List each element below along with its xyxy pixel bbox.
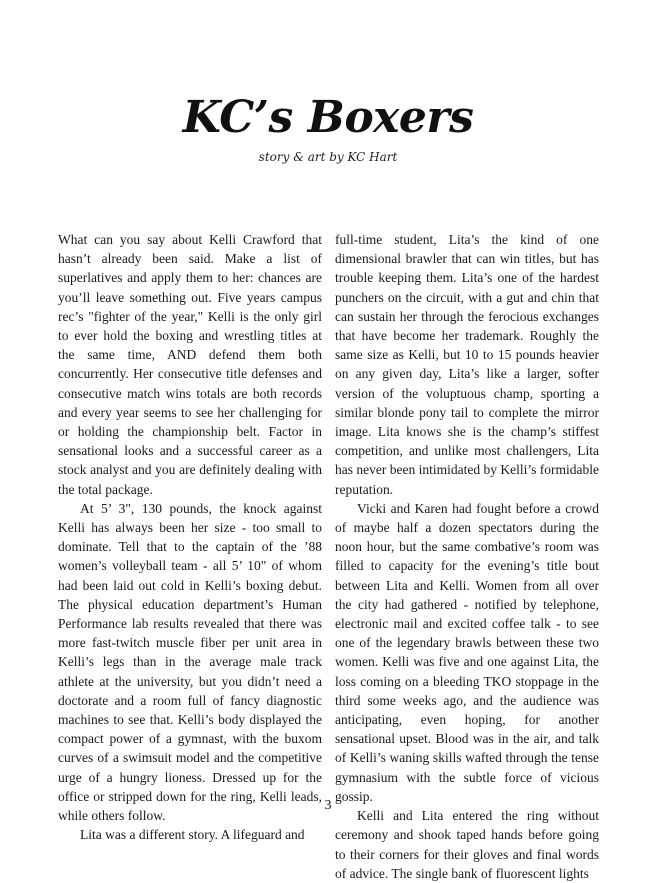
page-number: 3 [324,798,332,813]
right-column [335,230,599,883]
story-title: KC’s Boxers [182,92,474,143]
paragraph: At 5’ 3", 130 pounds, the knock against Kelli has always been her size - too small to dominate. Tell that to the captain of the ’88 women’s volleyball team - all 5’ 10" of whom had been laid out cold in Kelli’s boxing debut. The physical education department’s Human Performance lab results revealed that there was more fast-twitch muscle fiber per unit area in Kelli’s legs than in the average male track athlete at the university, but you didn’t need a doctorate and a room full of fancy diagnostic machines to see that. Kelli’s body displayed the compact power of a gymnast, with the buxom curves of a swimsuit model and the competitive urge of a hungry lioness. Dressed up for the office or stripped down for the ring, Kelli leads, while others follow. [58,500,322,824]
paragraph: Lita was a different story. A lifeguard and [80,827,305,843]
byline: story & art by KC Hart [258,150,398,164]
left-column [58,230,322,845]
paragraph: What can you say about Kelli Crawford that hasn’t already been said. Make a list of superlatives and apply them to her: chances are you’ll leave something out. Five years campus rec’s "fighter of the year," Kelli is the only girl to ever hold the boxing and wrestling titles at the same time, AND defend them both concurrently. Her consecutive title defenses and consecutive match wins totals are both records and every year seems to see her challenging for or holding the championship belt. Factor in sensational looks and a successful career as a stock analyst and you are definitely dealing with the total package. [58,232,322,497]
paragraph: Kelli and Lita entered the ring without ceremony and shook taped hands before going to their corners for their gloves and final words of advice. The single bank of fluorescent lights [335,808,599,881]
paragraph: Vicki and Karen had fought before a crowd of maybe half a dozen spectators during the noon hour, but the same combative’s room was filled to capacity for the evening’s title bout between Lita and Kelli. Women from all over the city had gathered - notified by telephone, electronic mail and excited coffee talk - to see one of the legendary brawls between these two women. Kelli was five and one against Lita, the loss coming on a bleeding TKO stoppage in the third some weeks ago, and the audience was anticipating, even hoping, for another sensational upset. Blood was in the air, and talk of Kelli’s waning skills wafted through the tense gymnasium with the subtle force of vicious gossip. [335,500,599,804]
paragraph: full-time student, Lita’s the kind of one dimensional brawler that can win titles, but has trouble keeping them. Lita’s one of the hardest punchers on the circuit, with a gut and chin that can sustain her through the ferocious exchanges that have become her trademark. Roughly the same size as Kelli, but 10 to 15 pounds heavier on any given day, Lita’s like a larger, softer version of the voluptuous champ, sporting a similar blonde pony tail to complete the mirror image. Lita knows she is the champ’s stiffest competition, and unlike most challengers, Lita has never been intimidated by Kelli’s formidable reputation. [335,232,599,497]
